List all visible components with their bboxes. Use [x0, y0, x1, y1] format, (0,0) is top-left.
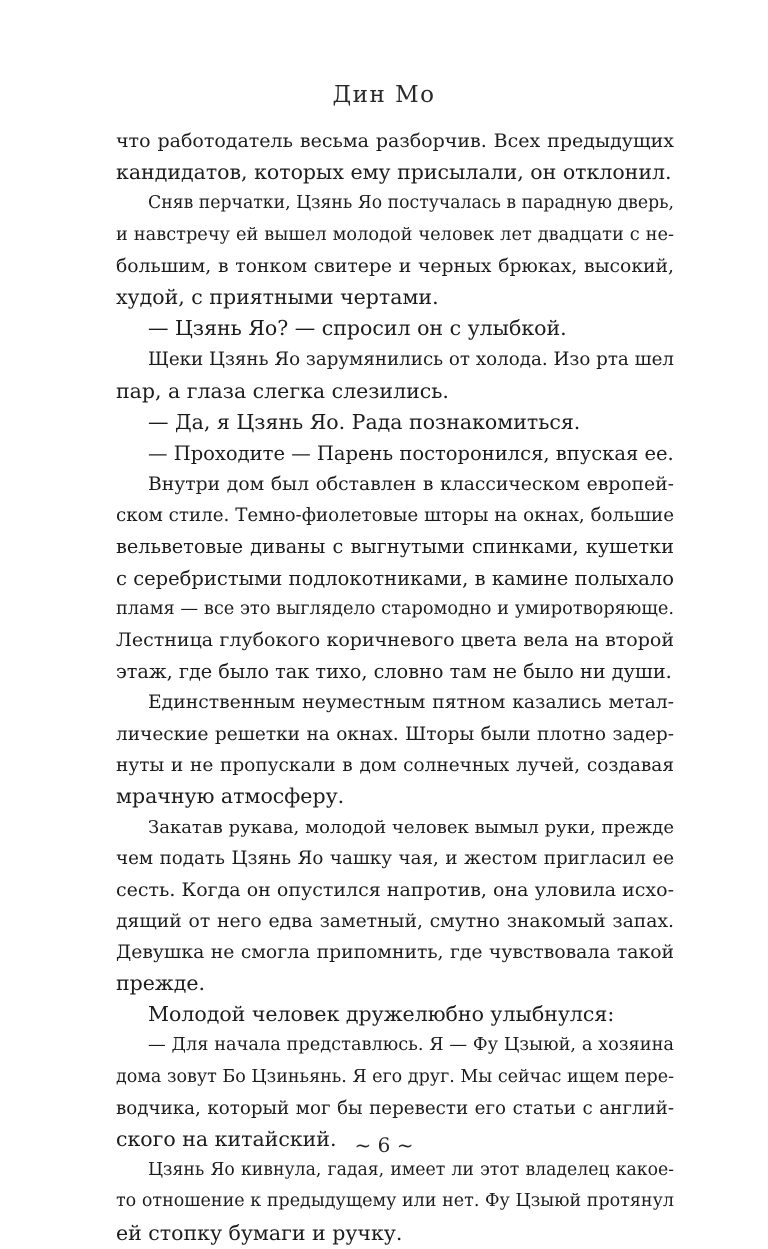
page-number: ~ 6 ~ — [354, 1133, 414, 1157]
text-line: Девушка не смогла припомнить, где чувствовала такой — [116, 941, 674, 963]
text-line: вельветовые диваны с выгнутыми спинками, кушетки — [116, 535, 674, 559]
text-line: Цзянь Яо кивнула, гадая, имеет ли этот владелец какое- — [148, 1160, 674, 1181]
text-line: Единственным неуместным пятном казались метал- — [148, 692, 674, 714]
text-line: Внутри дом был обставлен в классическом европей- — [148, 474, 674, 496]
text-line: большим, в тонком свитере и черных брюках, высокий, — [116, 255, 674, 277]
text-line: чем подать Цзянь Яо чашку чая, и жестом пригласил ее — [116, 848, 674, 870]
text-line: нуты и не пропускали в дом солнечных лучей, создавая — [116, 754, 674, 776]
running-header: Дин Мо — [332, 82, 436, 108]
text-line: — Цзянь Яо? — спросил он с улыбкой. — [148, 316, 567, 341]
body-text — [116, 126, 674, 1249]
text-line: дома зовут Бо Цзиньянь. Я его друг. Мы сейчас ищем пере- — [116, 1066, 674, 1087]
text-line: Щеки Цзянь Яо зарумянились от холода. Изо рта шел — [148, 349, 674, 371]
text-line: с серебристыми подлокотниками, в камине полыхало — [116, 566, 674, 590]
text-line: Молодой человек дружелюбно улыбнулся: — [148, 1002, 615, 1027]
text-line: — Да, я Цзянь Яо. Рада познакомиться. — [148, 409, 581, 434]
text-line: и навстречу ей вышел молодой человек лет двадцати с не- — [116, 224, 674, 245]
text-line: лические решетки на окнах. Шторы были плотно задер- — [116, 723, 674, 745]
text-line: — Для начала представлюсь. Я — Фу Цзыюй, а хозяина — [148, 1035, 674, 1056]
text-line: ского на китайский. — [116, 1127, 337, 1151]
text-line: дящий от него едва заметный, смутно знакомый запах. — [116, 910, 674, 932]
text-line: водчика, который мог бы перевести его статьи с англий- — [116, 1097, 674, 1119]
text-line: что работодатель весьма разборчив. Всех предыдущих — [116, 130, 674, 152]
text-line: ском стиле. Темно-фиолетовые шторы на окнах, большие — [116, 505, 674, 527]
text-line: Лестница глубокого коричневого цвета вела на второй — [116, 629, 674, 651]
text-line: прежде. — [116, 971, 206, 996]
text-line: пламя — все это выглядело старомодно и умиротворяюще. — [116, 598, 674, 619]
text-line: худой, с приятными чертами. — [116, 284, 439, 309]
text-line: — Проходите — Парень посторонился, впуская ее. — [148, 441, 674, 465]
text-line: кандидатов, которых ему присылали, он отклонил. — [116, 160, 672, 185]
text-line: Закатав рукава, молодой человек вымыл руки, прежде — [148, 817, 674, 839]
text-line: мрачную атмосферу. — [116, 783, 345, 808]
text-line: Сняв перчатки, Цзянь Яо постучалась в парадную дверь, — [148, 193, 674, 214]
text-line: ей стопку бумаги и ручку. — [116, 1220, 403, 1245]
text-line: то отношение к предыдущему или нет. Фу Цзыюй протянул — [116, 1191, 674, 1212]
text-line: этаж, где было так тихо, словно там не было ни души. — [116, 660, 672, 684]
text-line: сесть. Когда он опустился напротив, она уловила исхо- — [116, 878, 674, 901]
text-line: пар, а глаза слегка слезились. — [116, 378, 449, 403]
